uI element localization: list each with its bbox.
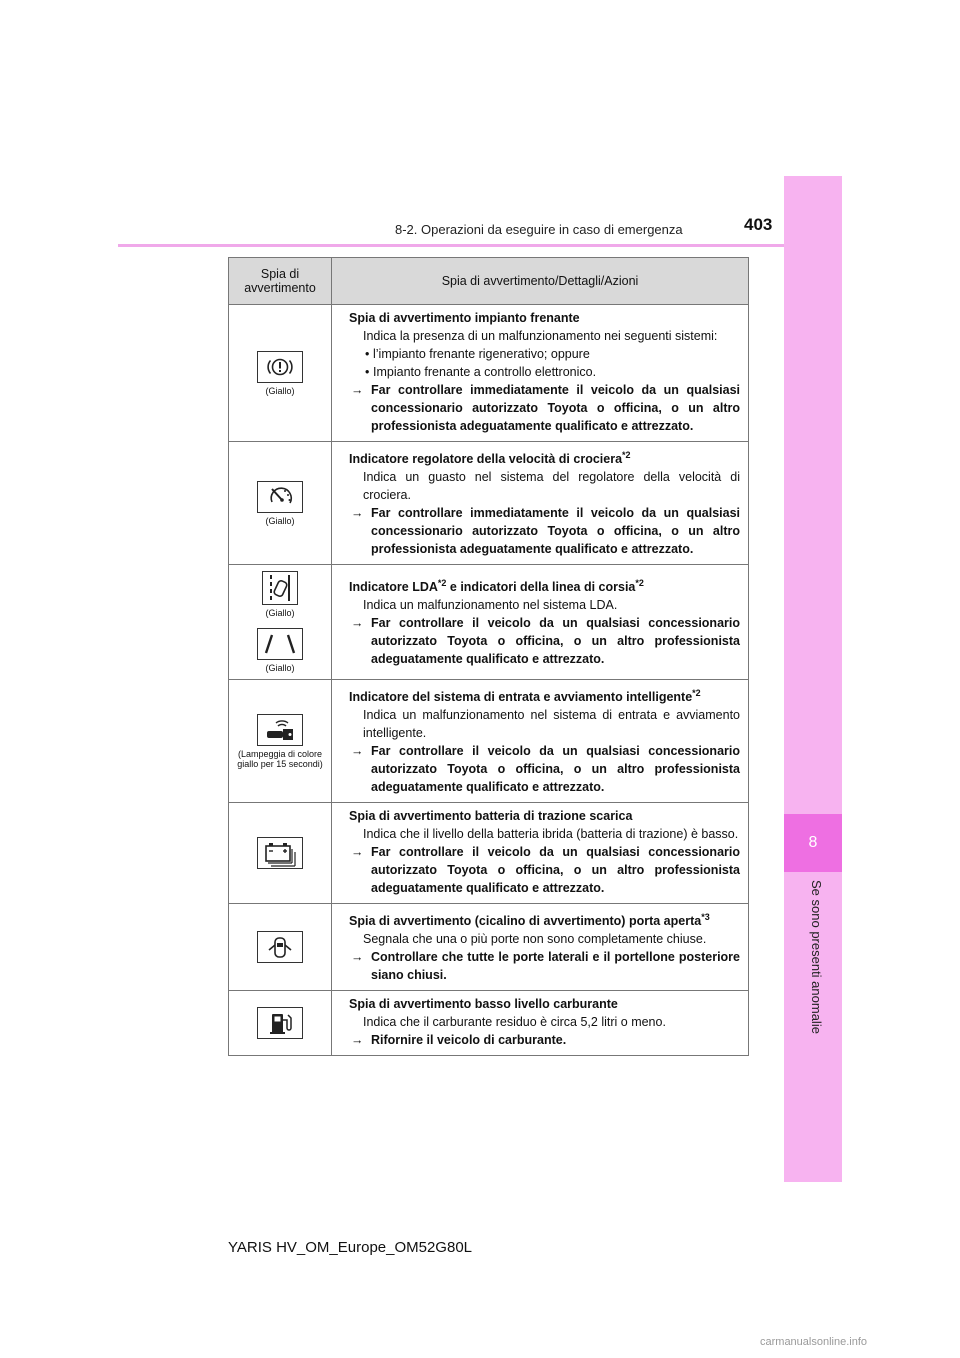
list-item: • Impianto frenante a controllo elettronico. (349, 363, 740, 381)
row-title: Indicatore del sistema di entrata e avviamento intelligente$^{*2}$ (349, 688, 701, 705)
row-title: Indicatore LDA$^{*2}$ e indicatori della linea di corsia$^{*2}$ (349, 578, 644, 595)
icon-caption: (Giallo) (265, 663, 295, 674)
document-code: YARIS HV_OM_Europe_OM52G80L (228, 1239, 473, 1256)
row-action: → Far controllare immediatamente il veicolo da un qualsiasi concessionario autorizzato Toyota o officina, o un altro professionista adeguatamente qualificato e attrezzato. (349, 381, 740, 435)
column-header-details: Spia di avvertimento/Dettagli/Azioni (332, 258, 749, 305)
warning-lights-table (228, 257, 749, 1056)
list-item: • l’impianto frenante rigenerativo; oppure (349, 345, 740, 363)
row-title: Spia di avvertimento impianto frenante (349, 311, 580, 325)
chapter-number: 8 (784, 814, 842, 872)
low-fuel-warning-icon (257, 1007, 303, 1039)
table-row (229, 803, 749, 904)
cruise-control-indicator-icon (257, 481, 303, 513)
smart-entry-start-indicator-icon (257, 714, 303, 746)
door-open-warning-icon (257, 931, 303, 963)
table-row (229, 680, 749, 803)
lda-indicator-icon (262, 571, 298, 605)
row-description: Indica un malfunzionamento nel sistema LDA. (363, 598, 618, 613)
table-row (229, 904, 749, 991)
row-title: Indicatore regolatore della velocità di crociera$^{*2}$ (349, 450, 631, 467)
row-title: Spia di avvertimento basso livello carburante (349, 997, 618, 1012)
row-description: Indica un guasto nel sistema del regolatore della velocità di crociera. (363, 470, 740, 503)
icon-caption: (Giallo) (265, 515, 295, 526)
icon-caption: (Giallo) (265, 608, 295, 619)
column-header-light: Spia di avvertimento (229, 258, 332, 305)
page-number: 403 (744, 215, 773, 234)
row-action: → Far controllare il veicolo da un qualsiasi concessionario autorizzato Toyota o officina, o un altro professionista adeguatamente qualificato e attrezzato. (349, 843, 740, 897)
watermark: carmanualsonline.info (760, 1336, 868, 1348)
row-action: → Rifornire il veicolo di carburante. (349, 1031, 740, 1049)
row-action: → Controllare che tutte le porte laterali e il portellone posteriore siano chiusi. (349, 948, 740, 984)
row-action: → Far controllare il veicolo da un qualsiasi concessionario autorizzato Toyota o officina, o un altro professionista adeguatamente qualificato e attrezzato. (349, 614, 740, 668)
row-description: Segnala che una o più porte non sono completamente chiuse. (363, 932, 707, 947)
row-title: Spia di avvertimento batteria di trazione scarica (349, 809, 633, 824)
section-title: 8-2. Operazioni da eseguire in caso di emergenza (395, 222, 683, 237)
row-description: Indica la presenza di un malfunzionamento nei seguenti sistemi: (363, 329, 718, 343)
chapter-title: Se sono presenti anomalie (809, 880, 824, 1034)
icon-caption: (Lampeggia di colore giallo per 15 secondi) (237, 748, 323, 769)
row-title: Spia di avvertimento (cicalino di avvertimento) porta aperta$^{*3}$ (349, 912, 710, 929)
row-action: → Far controllare il veicolo da un qualsiasi concessionario autorizzato Toyota o officina, o un altro professionista adeguatamente qualificato e attrezzato. (349, 742, 740, 796)
low-traction-battery-icon (257, 837, 303, 869)
brake-system-warning-icon (257, 351, 303, 383)
table-row (229, 442, 749, 565)
row-description: Indica che il livello della batteria ibrida (batteria di trazione) è basso. (363, 827, 739, 842)
row-description: Indica che il carburante residuo è circa 5,2 litri o meno. (363, 1015, 666, 1030)
table-header-row (229, 258, 749, 305)
header-rule (118, 244, 784, 247)
table-row (229, 991, 749, 1056)
table-row (229, 305, 749, 442)
table-row (229, 565, 749, 680)
row-description: Indica un malfunzionamento nel sistema di entrata e avviamento intelligente. (363, 708, 740, 741)
row-action: → Far controllare immediatamente il veicolo da un qualsiasi concessionario autorizzato Toyota o officina, o un altro professionista adeguatamente qualificato e attrezzato. (349, 504, 740, 558)
icon-caption: (Giallo) (265, 385, 295, 396)
lane-lines-indicator-icon (257, 628, 303, 660)
